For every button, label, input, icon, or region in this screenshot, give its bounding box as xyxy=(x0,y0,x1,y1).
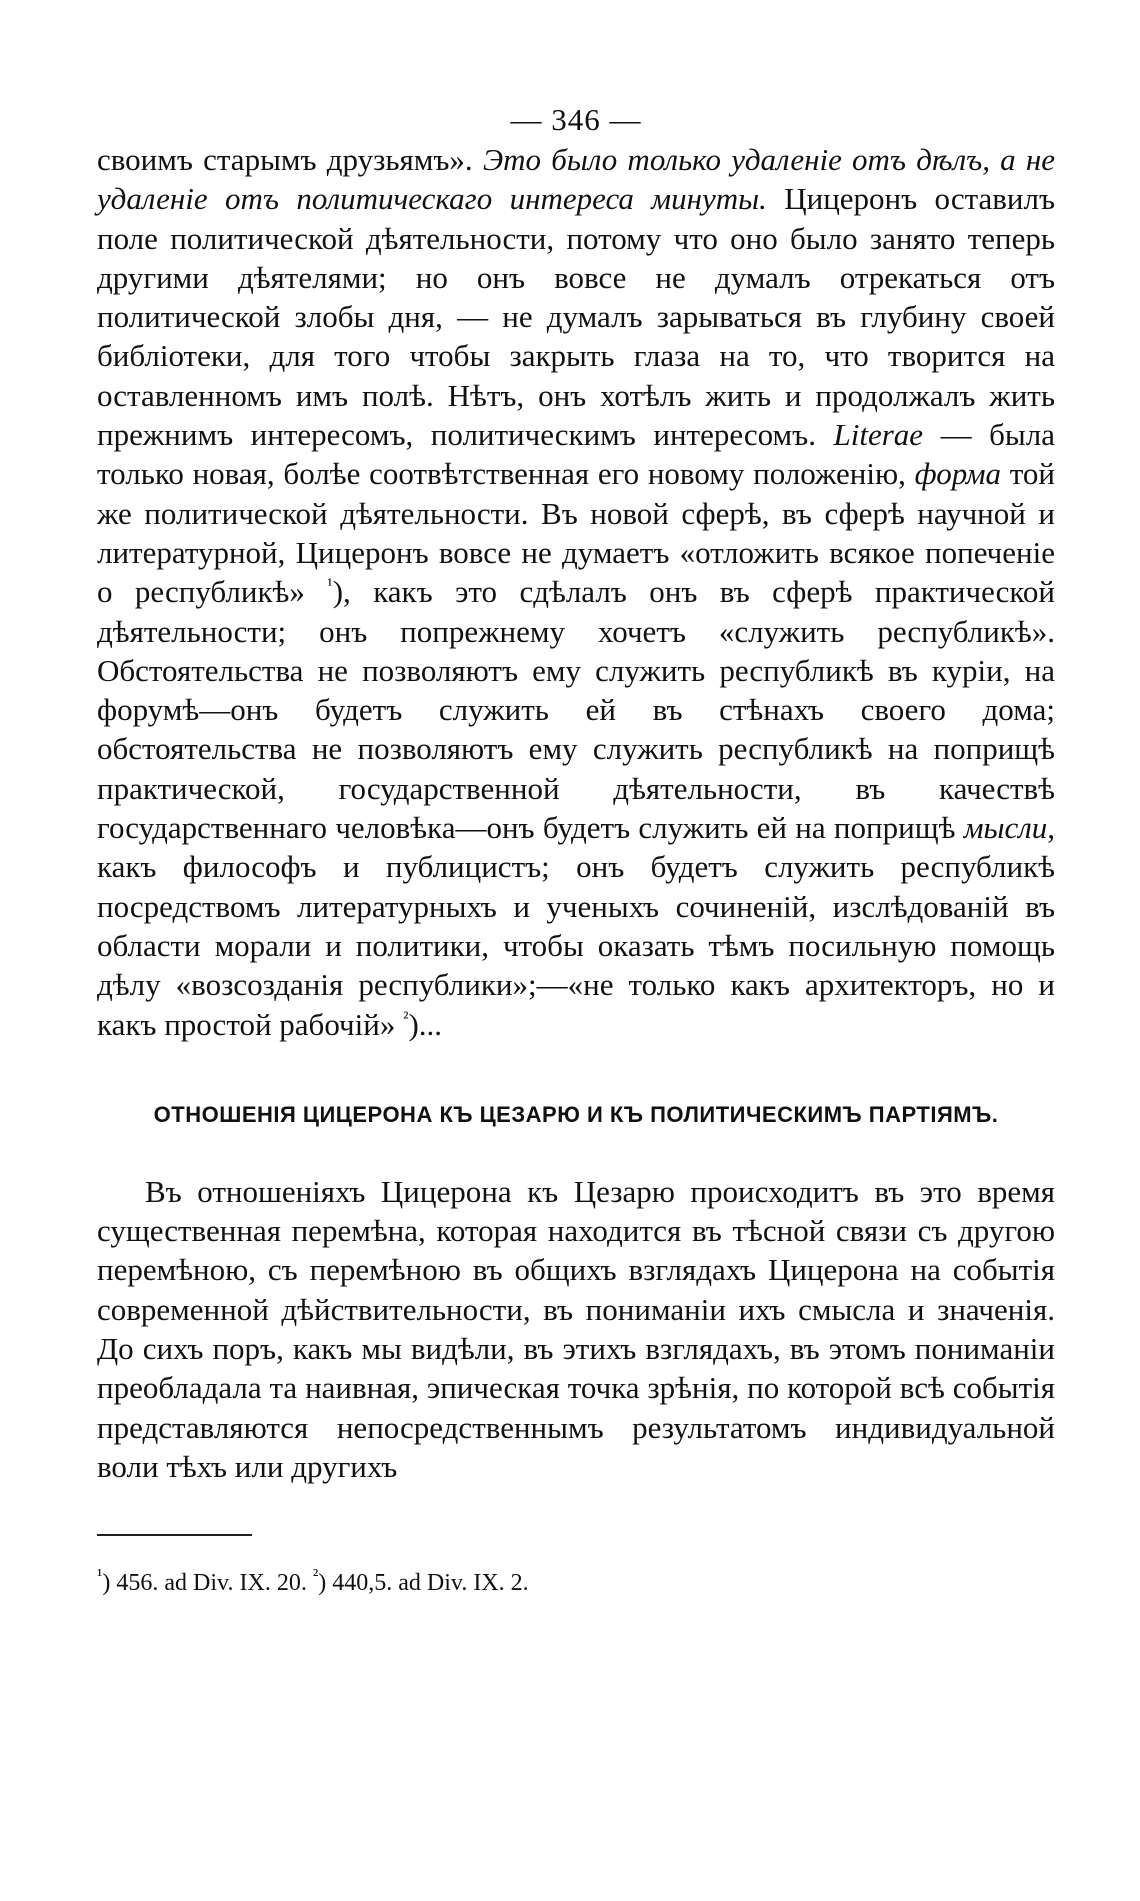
text-run: Цицеронъ оставилъ поле политической дѣятельности, потому что оно было занято теперь другими дѣятелями; но онъ вовсе не думалъ отрекаться отъ политической злобы дня, — не думалъ зарываться въ глубину своей библіотеки, для того чтобы закрыть глаза на то, что творится на оставленномъ имъ полѣ. Нѣтъ, онъ хотѣлъ жить и продолжалъ жить прежнимъ интересомъ, политическимъ интересомъ. xyxy=(97,181,1055,453)
paragraph: Въ отношеніяхъ Цицерона къ Цезарю происходитъ въ это время существенная перемѣна, которая находится въ тѣсной связи съ другою перемѣною, съ перемѣною въ общихъ взглядахъ Цицерона на событія современной дѣйствительности, въ пониманіи ихъ смысла и значенія. До сихъ поръ, какъ мы видѣли, въ этихъ взглядахъ, въ этомъ пониманіи преобладала та наивная, эпическая точка зрѣнія, по которой всѣ событія представляются непосредственнымъ результатомъ индивидуальной воли тѣхъ или другихъ xyxy=(97,1173,1055,1484)
paragraph-continued xyxy=(97,140,1055,1044)
italic-run: мысли, xyxy=(963,810,1055,846)
document-page xyxy=(97,100,1055,1598)
footnote-mark-1: ¹ xyxy=(97,1565,103,1586)
text-run: той же политической дѣятельности. Въ новой сферѣ, въ сферѣ научной и литературной, Цицеронъ вовсе не думаетъ «отложить всякое попеченіе о республикѣ» xyxy=(97,456,1055,610)
body-text xyxy=(97,140,1055,1486)
footnote-ref-2: ² xyxy=(403,1007,409,1028)
text-run: ), какъ это сдѣлалъ онъ въ сферѣ практической дѣятельности; онъ попрежнему хочетъ «служить республикѣ». Обстоятельства не позволяютъ ему служить республикѣ въ куріи, на форумѣ—онъ будетъ служить ей въ стѣнахъ своего дома; обстоятельства не позволяютъ ему служить республикѣ на поприщѣ практической, государственной дѣятельности, въ качествѣ государственнаго человѣка—онъ будетъ служить ей на поприщѣ xyxy=(97,574,1055,846)
text-run: )... xyxy=(408,1006,443,1042)
text-run: своимъ старымъ друзьямъ». xyxy=(97,142,483,177)
text-run: — была только новая, болѣе соотвѣтственная его новому положенію, xyxy=(97,417,1055,492)
footnote-ref-1: ¹ xyxy=(327,574,333,595)
section-heading: ОТНОШЕНІЯ ЦИЦЕРОНА КЪ ЦЕЗАРЮ И КЪ ПОЛИТИЧЕСКИМЪ ПАРТІЯМЪ. xyxy=(153,1101,999,1127)
text-run: какъ философъ и публицистъ; онъ будетъ служить республикѣ посредствомъ литературныхъ и ученыхъ сочиненій, изслѣдованій въ области морали и политики, чтобы оказать тѣмъ посильную помощь дѣлу «возсозданія республики»;—«не только какъ архитекторъ, но и какъ простой рабочій» xyxy=(97,849,1055,1042)
italic-run: форма xyxy=(914,456,1001,492)
italic-run: Это было только удаленіе отъ дѣлъ, а не удаленіе отъ политическаго интереса минуты. xyxy=(97,142,1055,217)
italic-run: Literae xyxy=(833,417,924,453)
footnote-2: ) 440,5. ad Div. IX. 2. xyxy=(318,1570,529,1597)
footnotes xyxy=(97,1565,1055,1598)
footnote-1: ) 456. ad Div. IX. 20. xyxy=(102,1570,313,1597)
footnote-divider xyxy=(97,1534,252,1536)
page-number: — 346 — xyxy=(510,102,642,137)
footnote-mark-2: ² xyxy=(312,1565,319,1586)
